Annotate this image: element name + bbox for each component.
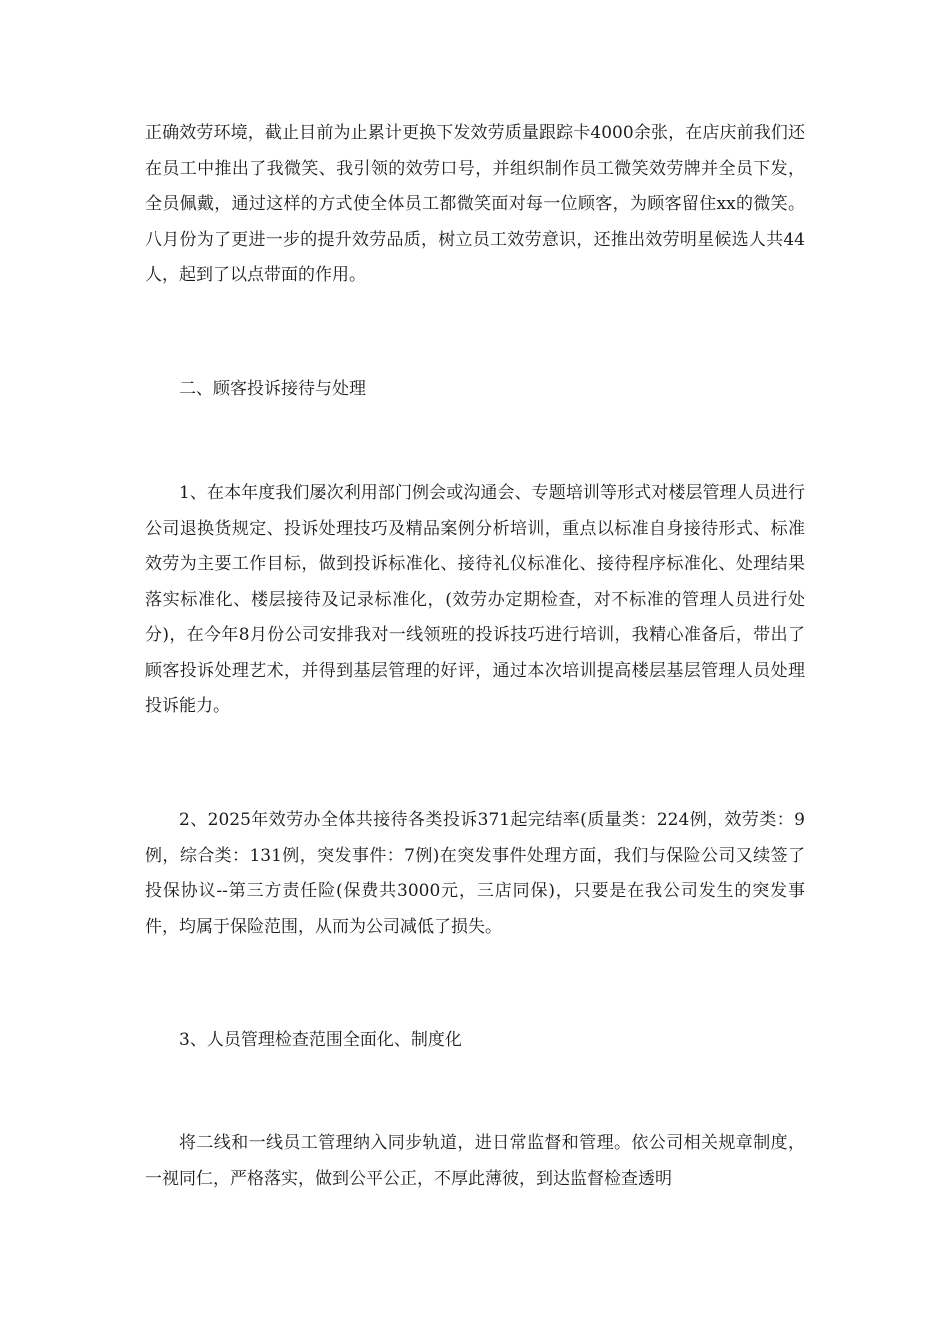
paragraph-staff-supervision: 将二线和一线员工管理纳入同步轨道，进日常监督和管理。依公司相关规章制度，一视同仁，严格落实，做到公平公正，不厚此薄彼，到达监督检查透明 [145,1133,805,1189]
paragraph-service-environment: 正确效劳环境，截止目前为止累计更换下发效劳质量跟踪卡4000余张，在店庆前我们还在员工中推出了我微笑、我引领的效劳口号，并组织制作员工微笑效劳牌并全员下发，全员佩戴，通过这样的方式使全体员工都微笑面对每一位顾客，为顾客留住xx的微笑。八月份为了更进一步的提升效劳品质，树立员工效劳意识，还推出效劳明星候选人共44人，起到了以点带面的作用。 [145,123,805,285]
paragraph-complaint-training: 1、在本年度我们屡次利用部门例会或沟通会、专题培训等形式对楼层管理人员进行公司退换货规定、投诉处理技巧及精品案例分析培训，重点以标准自身接待形式、标准效劳为主要工作目标，做到投诉标准化、接待礼仪标准化、接待程序标准化、处理结果落实标准化、楼层接待及记录标准化，(效劳办定期检查，对不标准的管理人员进行处分)，在今年8月份公司安排我对一线领班的投诉技巧进行培训，我精心准备后，带出了顾客投诉处理艺术，并得到基层管理的好评，通过本次培训提高楼层基层管理人员处理投诉能力。 [145,483,805,716]
paragraph-complaint-statistics: 2、2025年效劳办全体共接待各类投诉371起完结率(质量类：224例，效劳类：9例，综合类：131例，突发事件：7例)在突发事件处理方面，我们与保险公司又续签了投保协议--第三方责任险(保费共3000元，三店同保)，只要是在我公司发生的突发事件，均属于保险范围，从而为公司减低了损失。 [145,810,805,937]
section-heading-complaints: 二、顾客投诉接待与处理 [179,379,366,399]
section-heading-staff-management: 3、人员管理检查范围全面化、制度化 [179,1030,462,1050]
